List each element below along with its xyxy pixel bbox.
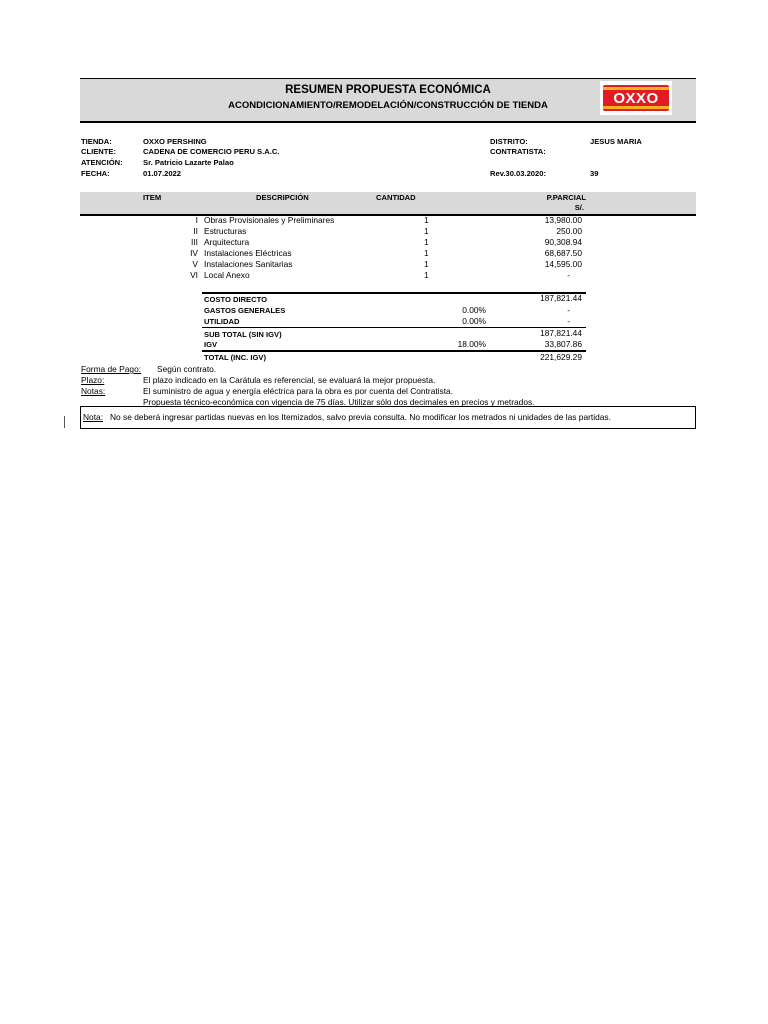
row-parcial: 14,595.00: [544, 259, 582, 269]
row-item: III: [191, 237, 198, 247]
nota-box: [80, 406, 696, 429]
plazo-label: Plazo:: [81, 375, 105, 385]
atencion-value: Sr. Patricio Lazarte Palao: [143, 158, 234, 167]
notas-line-2: Propuesta técnico-económica con vigencia de 75 días. Utilizar sólo dos decimales en precios y metrados.: [143, 397, 535, 407]
row-parcial: 90,308.94: [544, 237, 582, 247]
igv-pct: 18.00%: [457, 339, 486, 349]
row-cantidad: 1: [424, 259, 429, 269]
plazo-value: El plazo indicado en la Carátula es referencial, se evaluará la mejor propuesta.: [143, 375, 436, 385]
logo-text: OXXO: [613, 90, 659, 107]
tienda-label: TIENDA:: [81, 137, 112, 146]
tienda-value: OXXO PERSHING: [143, 137, 207, 146]
forma-pago-value: Según contrato.: [157, 364, 217, 374]
row-parcial: 68,687.50: [544, 248, 582, 258]
row-item: V: [192, 259, 198, 269]
subtotal-value: 187,821.44: [540, 328, 582, 338]
forma-pago-label: Forma de Pago:: [81, 364, 142, 374]
distrito-label: DISTRITO:: [490, 137, 528, 146]
header-currency: S/.: [574, 203, 584, 212]
utilidad-pct: 0.00%: [462, 316, 486, 326]
row-descripcion: Estructuras: [204, 226, 247, 236]
distrito-value: JESUS MARIA: [590, 137, 642, 146]
row-descripcion: Arquitectura: [204, 237, 250, 247]
rev-label: Rev.30.03.2020:: [490, 169, 547, 178]
atencion-label: ATENCIÓN:: [81, 158, 123, 167]
row-parcial: 13,980.00: [544, 215, 582, 225]
row-parcial: -: [567, 270, 570, 280]
igv-value: 33,807.86: [544, 339, 582, 349]
gastos-generales-label: GASTOS GENERALES: [204, 306, 286, 315]
document-title: RESUMEN PROPUESTA ECONÓMICA: [285, 84, 491, 96]
row-cantidad: 1: [424, 270, 429, 280]
row-descripcion: Instalaciones Eléctricas: [204, 248, 292, 258]
cliente-value: CADENA DE COMERCIO PERU S.A.C.: [143, 147, 280, 156]
total-value: 221,629.29: [540, 352, 582, 362]
text-cursor: [64, 416, 65, 428]
row-item: IV: [190, 248, 198, 258]
nota-label: Nota:: [83, 412, 104, 422]
row-cantidad: 1: [424, 237, 429, 247]
notas-label: Notas:: [81, 386, 106, 396]
total-label: TOTAL (INC. IGV): [204, 353, 267, 362]
rev-value: 39: [590, 169, 599, 178]
utilidad-label: UTILIDAD: [204, 317, 240, 326]
row-cantidad: 1: [424, 226, 429, 236]
nota-value: No se deberá ingresar partidas nuevas en los Itemizados, salvo previa consulta. No modificar los metrados ni unidades de las partidas.: [110, 412, 611, 422]
notas-line-1: El suministro de agua y energía eléctrica para la obra es por cuenta del Contratista.: [143, 386, 454, 396]
table-header: [80, 192, 696, 216]
header-parcial: P.PARCIAL: [546, 193, 586, 202]
row-descripcion: Instalaciones Sanitarias: [204, 259, 293, 269]
utilidad-value: -: [567, 316, 570, 326]
row-parcial: 250.00: [556, 226, 582, 236]
fecha-label: FECHA:: [81, 169, 110, 178]
row-descripcion: Local Anexo: [204, 270, 250, 280]
header-cantidad: CANTIDAD: [376, 193, 416, 202]
row-item: II: [193, 226, 198, 236]
subtotal-label: SUB TOTAL (SIN IGV): [204, 330, 282, 339]
row-item: I: [195, 215, 198, 225]
igv-label: IGV: [204, 340, 218, 349]
cliente-label: CLIENTE:: [81, 147, 117, 156]
header-descripcion: DESCRIPCIÓN: [256, 193, 309, 202]
fecha-value: 01.07.2022: [143, 169, 182, 178]
costo-directo-value: 187,821.44: [540, 293, 582, 303]
row-cantidad: 1: [424, 215, 429, 225]
row-cantidad: 1: [424, 248, 429, 258]
document-subtitle: ACONDICIONAMIENTO/REMODELACIÓN/CONSTRUCCIÓN DE TIENDA: [228, 100, 548, 111]
gastos-generales-value: -: [567, 305, 570, 315]
row-descripcion: Obras Provisionales y Preliminares: [204, 215, 335, 225]
header-item: ITEM: [143, 193, 162, 202]
oxxo-logo: [600, 81, 672, 115]
costo-directo-label: COSTO DIRECTO: [204, 295, 268, 304]
gastos-generales-pct: 0.00%: [462, 305, 486, 315]
contratista-label: CONTRATISTA:: [490, 147, 546, 156]
row-item: VI: [190, 270, 198, 280]
